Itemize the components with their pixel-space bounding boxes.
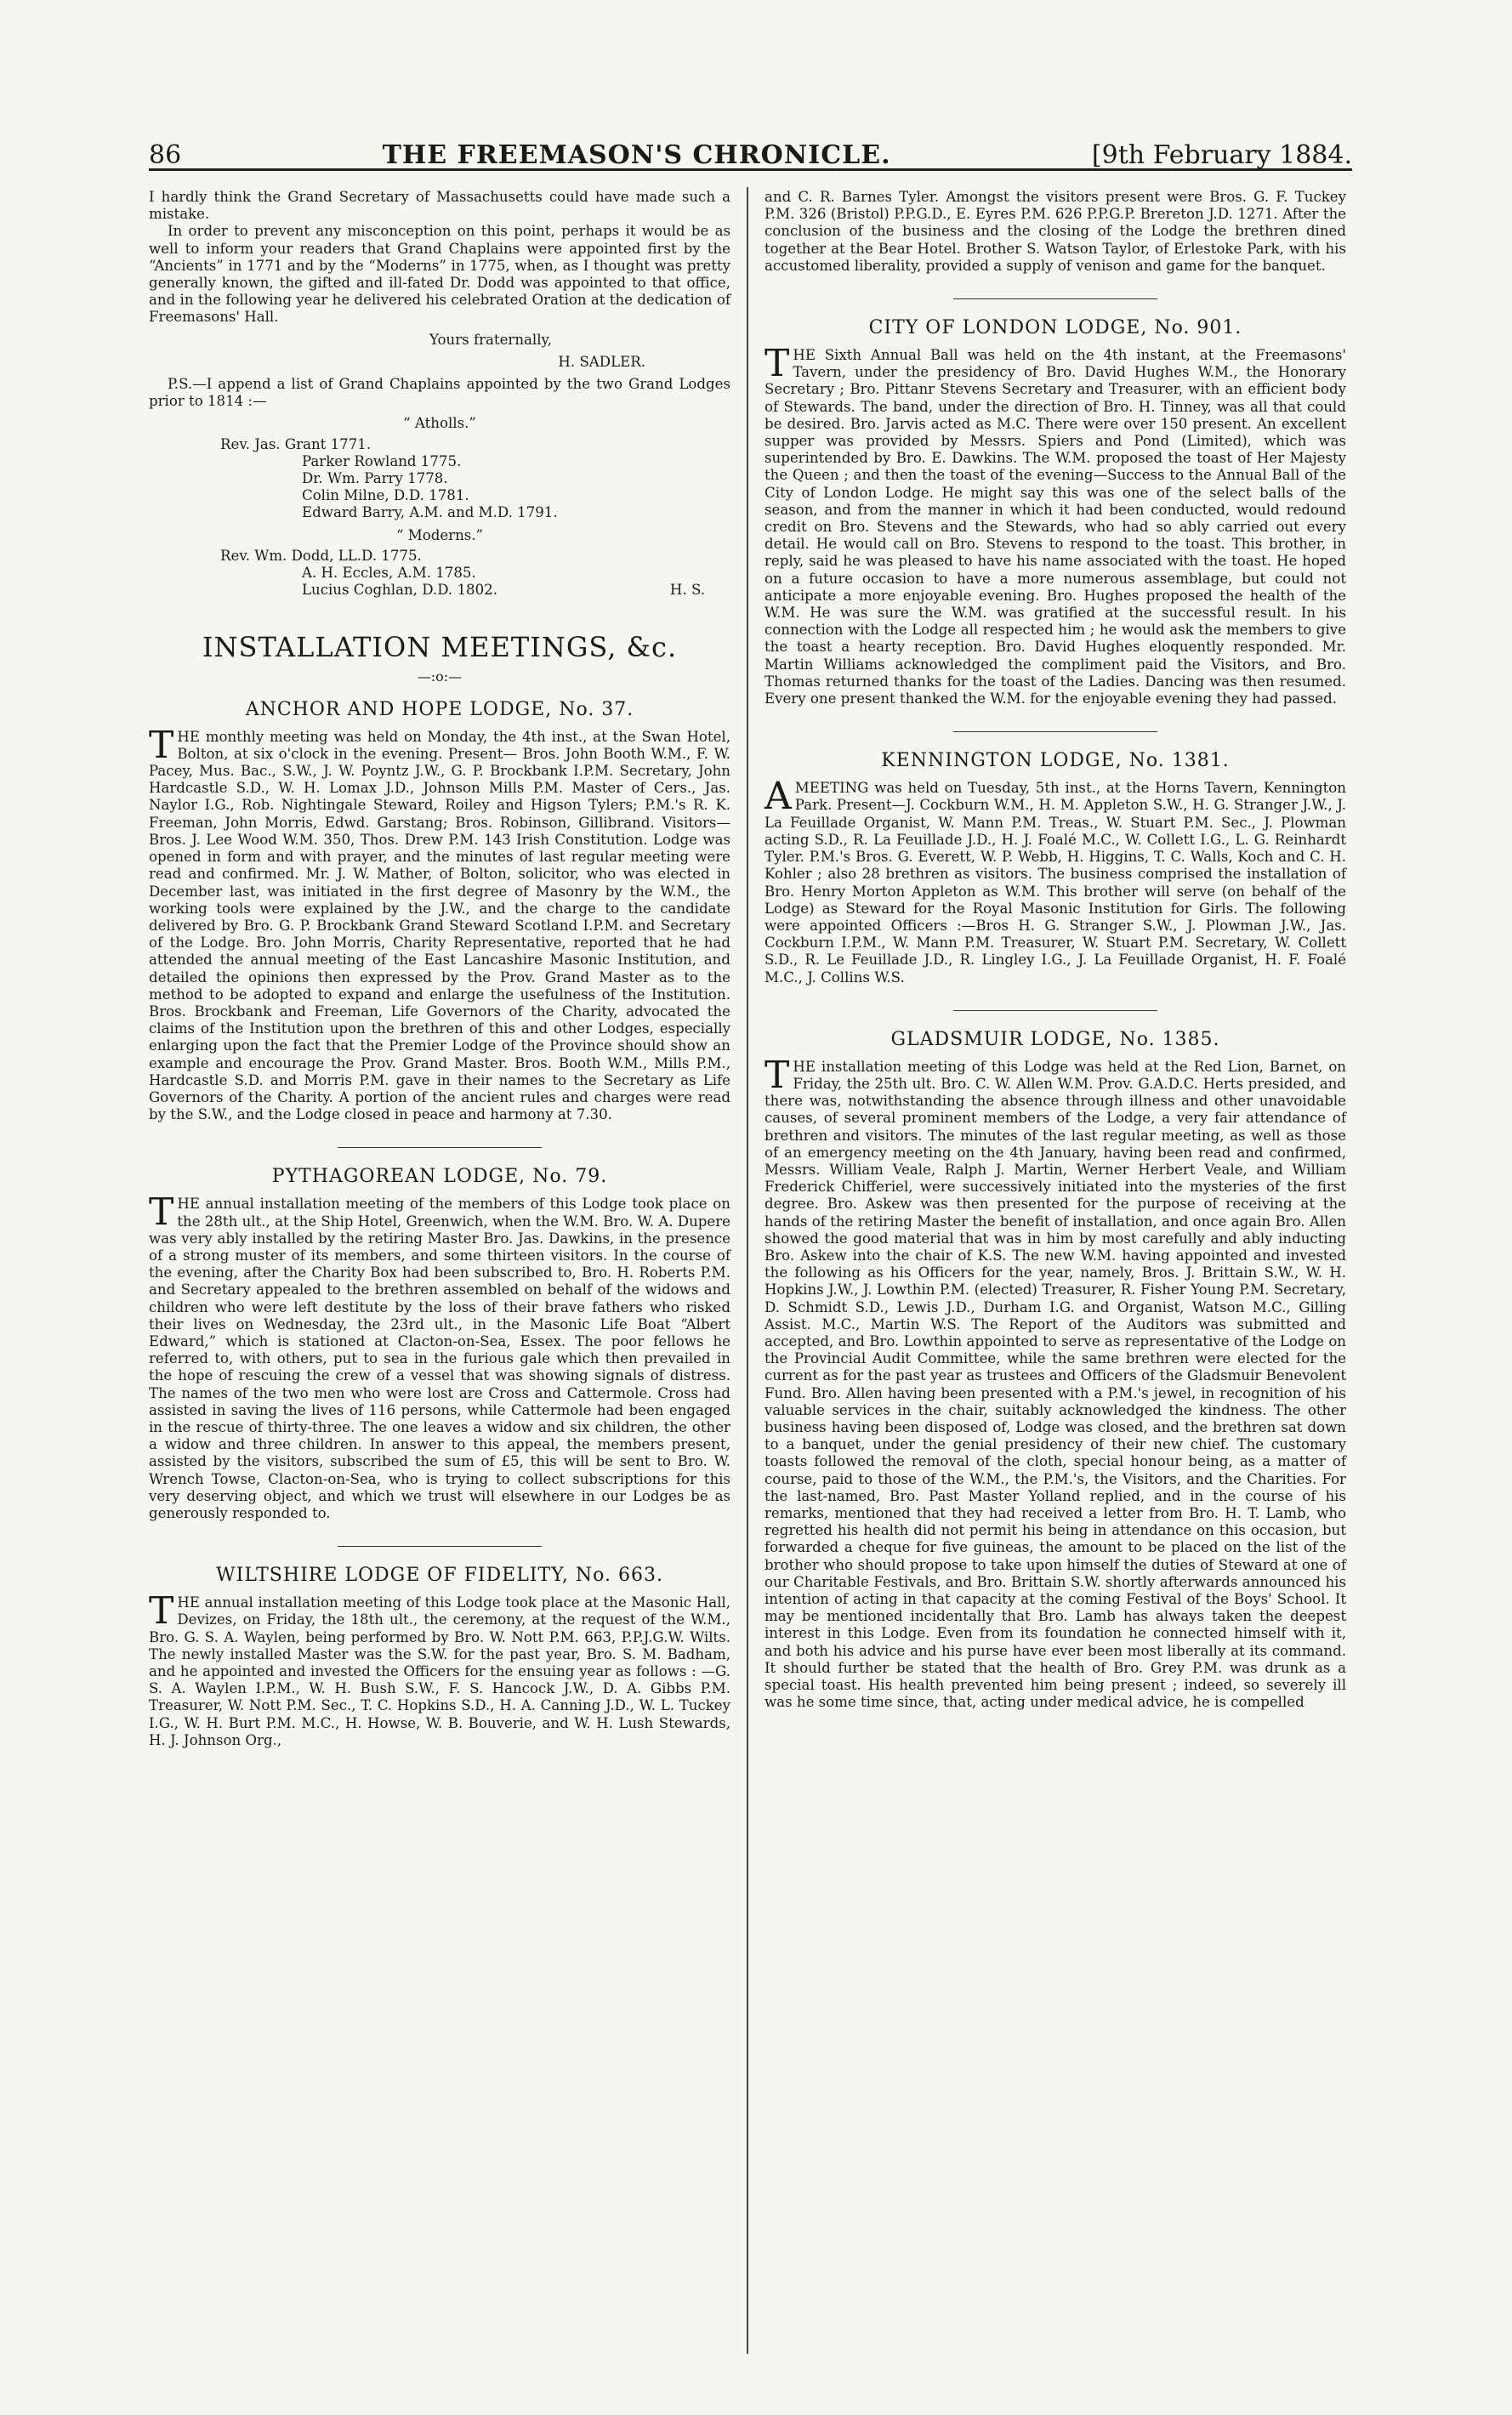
postscript: P.S.—I append a list of Grand Chaplains appointed by the two Grand Lodges prior to 1814 :— xyxy=(149,376,730,410)
column-divider xyxy=(747,187,748,2354)
article-body: THE installation meeting of this Lodge was held at the Red Lion, Barnet, on Friday, the 25th ult. Bro. C. W. Allen W.M. Prov. G.A.D.C. Herts presided, and there was, notwithstanding the absence through illness and other unavoidable causes, of several prominent members of the Lodge, a very fair attendance of brethren and visitors. The minutes of the last regular meeting, as well as those of an emergency meeting on the 4th January, having been read and confirmed, Messrs. William Veale, Ralph J. Martin, Werner Herbert Veale, and William Frederick Chifferiel, were successively initiated into the mysteries of the first degree. Bro. Askew was then presented for the purpose of receiving at the hands of the retiring Master the benefit of installation, and once again Bro. Allen showed the good material that was in him by most carefully and ably inducting Bro. Askew into the chair of K.S. The new W.M. having appointed and invested the following as his Officers for the year, namely, Bros. J. Brittain S.W., W. H. Hopkins J.W., J. Lowthin P.M. (elected) Treasurer, R. Fisher Young P.M. Secretary, D. Schmidt S.D., Lewis J.D., Durham I.G. and Organist, Watson M.C., Gilling Assist. M.C., Martin W.S. The Report of the Auditors was submitted and accepted, and Bro. Lowthin appointed to serve as representative of the Lodge on the Provincial Audit Committee, while the same brethren were elected for the current as for the past year as trustees and Officers of the Gladsmuir Benevolent Fund. Bro. Allen having been presented with a P.M.'s jewel, in recognition of his valuable services in the chair, suitably acknowledged the kindness. The other business having been disposed of, Lodge was closed, and the brethren sat down to a banquet, under the genial presidency of their new chief. The customary toasts followed the removal of the cloth, special honour being, as a matter of course, paid to those of the W.M., the P.M.'s, the Visitors, and the Charities. For the last-named, Bro. Past Master Yolland replied, and in the course of his remarks, mentioned that they had received a letter from Bro. H. T. Lamb, who regretted his health did not permit his being in attendance on this occasion, but forwarded a cheque for five guineas, the amount to be placed on the list of the brother who should propose to take upon himself the duties of Steward at one of our Charitable Festivals, and Bro. Brittain S.W. shortly afterwards announced his intention of acting in that capacity at the coming Festival of the Boys' School. It may be mentioned incidentally that Bro. Lamb has always taken the deepest interest in this Lodge. Even from its foundation he connected himself with it, and both his advice and his purse have ever been most liberally at its command. It should further be stated that the health of Bro. Grey P.M. was drunk as a special toast. His health prevented him being present ; indeed, so severely ill was he some time since, that, acting under medical advice, he is compelled xyxy=(765,1053,1346,1711)
left-column xyxy=(149,189,730,1749)
drop-cap: T xyxy=(149,1190,174,1235)
article-body: THE Sixth Annual Ball was held on the 4th instant, at the Freemasons' Tavern, under the presidency of Bro. David Hughes W.M., the Honorary Secretary ; Bro. Pittanr Stevens Secretary and Treasurer, with an efficient body of Stewards. The band, under the direction of Bro. H. Tinney, was all that could be desired. Bro. Jarvis acted as M.C. There were over 150 present. An excellent supper was provided by Messrs. Spiers and Pond (Limited), which was superintended by Bro. E. Dawkins. The W.M. proposed the toast of Her Majesty the Queen ; and then the toast of the evening—Success to the Annual Ball of the City of London Lodge. He might say this was one of the select balls of the season, and from the manner in which it had been conducted, would redound credit on Bro. Stevens and the Stewards, who had so ably carried out every detail. He would call on Bro. Stevens to respond to the toast. This brother, in reply, said he was pleased to have his name associated with the toast. He hoped on a future occasion to have a more numerous assemblage, but could not anticipate a more enjoyable evening. Bro. Hughes proposed the health of the W.M. He was sure the W.M. was gratified at the successful result. In his connection with the Lodge all respected him ; he would ask the members to give the toast a hearty reception. Bro. David Hughes eloquently responded. Mr. Martin Williams acknowledged the compliment paid the Visitors, and Bro. Thomas returned thanks for the toast of the Ladies. Dancing was then resumed. Every one present thanked the W.M. for the enjoyable evening they had passed. xyxy=(765,342,1346,707)
moderns-heading: “ Moderns.” xyxy=(395,526,484,543)
issue-date: [9th February 1884. xyxy=(1091,140,1352,170)
chaplain-entry: A. H. Eccles, A.M. 1785. xyxy=(302,565,476,582)
chaplain-entry: Rev. Wm. Dodd, LL.D. 1775. xyxy=(220,547,422,564)
drop-cap: T xyxy=(149,723,174,767)
chaplain-entry: Edward Barry, A.M. and M.D. 1791. xyxy=(302,504,558,521)
article-title: WILTSHIRE LODGE OF FIDELITY, No. 663. xyxy=(216,1565,663,1587)
atholls-heading: “ Atholls.” xyxy=(403,415,476,432)
moderns-list xyxy=(149,548,730,599)
section-rule xyxy=(953,1010,1157,1011)
drop-cap: T xyxy=(765,342,790,386)
chaplain-entry: Colin Milne, D.D. 1781. xyxy=(302,487,469,504)
drop-cap: T xyxy=(149,1589,174,1634)
letter-signature: H. SADLER. xyxy=(558,353,645,370)
article-body: THE monthly meeting was held on Monday, the 4th inst., at the Swan Hotel, Bolton, at six o'clock in the evening. Present— Bros. John Booth W.M., F. W. Pacey, Mus. Bac., S.W., J. W. Poyntz J.W., G. P. Brockbank I.P.M. Secretary, John Hardcastle S.D., W. H. Lomax J.D., Johnson Mills P.M. Master of Cers., Jas. Naylor I.G., Rob. Nightingale Steward, Roiley and Higson Tylers; P.M.'s R. K. Freeman, John Morris, Edwd. Garstang; Bros. Robinson, Gillibrand. Visitors—Bros. J. Lee Wood W.M. 350, Thos. Drew P.M. 143 Irish Constitution. Lodge was opened in form and with prayer, and the minutes of last regular meeting were read and confirmed. Mr. J. W. Mather, of Bolton, solicitor, who was elected in December last, was initiated in the first degree of Masonry by the W.M., the working tools were explained by the J.W., and the charge to the candidate delivered by Bro. G. P. Brockbank Grand Steward Scotland I.P.M. and Secretary of the Lodge. Bro. John Morris, Charity Representative, reported that he had attended the annual meeting of the East Lancashire Masonic Institution, and detailed the opinions then expressed by the Prov. Grand Master as to the method to be adopted to expand and enlarge the usefulness of the Institution. Bros. Brockbank and Freeman, Life Governors of the Charity, advocated the claims of the Institution upon the brethren of this and other Lodges, especially enlarging upon the fact that the Premier Lodge of the Province should show an example and encourage the Prov. Grand Master. Bros. Booth W.M., Mills P.M., Hardcastle S.D. and Morris P.M. gave in their names to the Secretary as Life Governors of the Charity. A portion of the ancient rules and charges were read by the S.W., and the Lodge closed in peace and harmony at 7.30. xyxy=(149,723,730,1123)
section-rule xyxy=(338,1147,542,1148)
drop-cap: T xyxy=(765,1053,790,1097)
section-rule xyxy=(953,298,1157,299)
letter-closing: Yours fraternally, xyxy=(429,331,552,348)
section-ornament: —:o:— xyxy=(417,668,463,685)
chaplain-entry: Dr. Wm. Parry 1778. xyxy=(302,470,448,487)
masthead xyxy=(149,128,1352,171)
chaplain-entry: Parker Rowland 1775. xyxy=(302,452,462,469)
article-body: THE annual installation meeting of this Lodge took place at the Masonic Hall, Devizes, on Friday, the 18th ult., the ceremony, at the request of the W.M., Bro. G. S. A. Waylen, being performed by Bro. W. Nott P.M. 663, P.P.J.G.W. Wilts. The newly installed Master was the S.W. for the past year, Bro. S. M. Badham, and he appointed and invested the Officers for the ensuing year as follows : —G. S. A. Waylen I.P.M., W. H. Bush S.W., F. S. Hancock J.W., D. A. Gibbs P.M. Treasurer, W. Nott P.M. Sec., T. C. Hopkins S.D., H. A. Canning J.D., W. L. Tuckey I.G., W. H. Burt P.M. M.C., H. Howse, W. B. Bouverie, and W. H. Lush Stewards, H. J. Johnson Org., xyxy=(149,1589,730,1748)
article-title: PYTHAGOREAN LODGE, No. 79. xyxy=(271,1166,608,1188)
drop-cap: A xyxy=(765,775,792,819)
right-column xyxy=(765,189,1346,1711)
section-heading: INSTALLATION MEETINGS, &c. xyxy=(202,631,678,664)
publication-title: THE FREEMASON'S CHRONICLE. xyxy=(382,140,891,170)
article-title: KENNINGTON LODGE, No. 1381. xyxy=(881,750,1230,772)
newspaper-page xyxy=(149,128,1352,2355)
chaplain-entry-row xyxy=(302,582,730,599)
letter-initials: H. S. xyxy=(669,582,705,599)
article-body: THE annual installation meeting of the members of this Lodge took place on the 28th ult., at the Ship Hotel, Greenwich, when the W.M. Bro. W. A. Dupere was very ably installed by the retiring Master Bro. Jas. Dawkins, in the presence of a strong muster of its members, and some thirteen visitors. In the course of the evening, after the Charity Box had been subscribed to, Bro. H. Roberts P.M. and Secretary appealed to the brethren assembled on behalf of the widows and children who were left destitute by the loss of their brave fathers who risked their lives on Wednesday, the 23rd ult., in the Masonic Life Boat “Albert Edward,” which is stationed at Clacton-on-Sea, Essex. The poor fellows he referred to, with others, put to sea in the furious gale which then prevailed in the hope of rescuing the crew of a vessel that was showing signals of distress. The names of the two men who were lost are Cross and Cattermole. Cross had assisted in saving the lives of 116 persons, while Cattermole had been engaged in the rescue of thirty-three. The one leaves a widow and six children, the other a widow and three children. In answer to this appeal, the members present, assisted by the visitors, subscribed the sum of £5, this will be sent to Bro. W. Wrench Towse, Clacton-on-Sea, who is trying to collect subscriptions for this very deserving object, and which we trust will elsewhere in our Lodges be as generously responded to. xyxy=(149,1190,730,1521)
letter-paragraph: I hardly think the Grand Secretary of Massachusetts could have made such a mistake. xyxy=(149,189,730,223)
letter-paragraph: In order to prevent any misconception on this point, perhaps it would be as well to inform your readers that Grand Chaplains were appointed first by the “Ancients” in 1771 and by the “Moderns” in 1775, when, as I thought was pretty generally known, the gifted and ill-fated Dr. Dodd was appointed to that office, and in the following year he delivered his celebrated Oration at the dedication of Freemasons' Hall. xyxy=(149,223,730,326)
article-title: GLADSMUIR LODGE, No. 1385. xyxy=(890,1028,1220,1050)
article-body: AMEETING was held on Tuesday, 5th inst., at the Horns Tavern, Kennington Park. Present—J. Cockburn W.M., H. M. Appleton S.W., H. G. Stranger J.W., J. La Feuillade Organist, W. Mann P.M. Treas., W. Stuart P.M. Sec., J. Plowman acting S.D., R. La Feuillade J.D., H. J. Foalé M.C., W. Collett I.G., L. G. Reinhardt Tyler. P.M.'s Bros. G. Everett, W. P. Webb, H. Higgins, T. C. Walls, Koch and C. H. Kohler ; also 28 brethren as visitors. The business comprised the installation of Bro. Henry Morton Appleton as W.M. This brother will serve (on behalf of the Lodge) as Steward for the Royal Masonic Institution for Girls. The following were appointed Officers :—Bros H. G. Stranger S.W., J. Plowman J.W., Jas. Cockburn I.P.M., W. Mann P.M. Treasurer, W. Stuart P.M. Secretary, W. Collett S.D., R. Le Feuillade J.D., R. Lingley I.G., J. La Feuillade Organist, H. F. Foalé M.C., J. Collins W.S. xyxy=(765,775,1346,986)
chaplain-entry: Rev. Jas. Grant 1771. xyxy=(220,435,372,452)
article-body: and C. R. Barnes Tyler. Amongst the visitors present were Bros. G. F. Tuckey P.M. 326 (Bristol) P.P.G.D., E. Eyres P.M. 626 P.P.G.P. Brereton J.D. 1271. After the conclusion of the business and the closing of the Lodge the brethren dined together at the Bear Hotel. Brother S. Watson Taylor, of Erlestoke Park, with his accustomed liberality, provided a supply of venison and game for the banquet. xyxy=(765,189,1346,274)
section-rule xyxy=(338,1546,542,1547)
page-number: 86 xyxy=(149,140,182,170)
article-title: ANCHOR AND HOPE LODGE, No. 37. xyxy=(245,698,634,720)
chaplain-entry: Lucius Coghlan, D.D. 1802. xyxy=(302,582,497,599)
atholls-list xyxy=(149,436,730,522)
article-title: CITY OF LONDON LODGE, No. 901. xyxy=(868,317,1242,339)
section-rule xyxy=(953,731,1157,732)
